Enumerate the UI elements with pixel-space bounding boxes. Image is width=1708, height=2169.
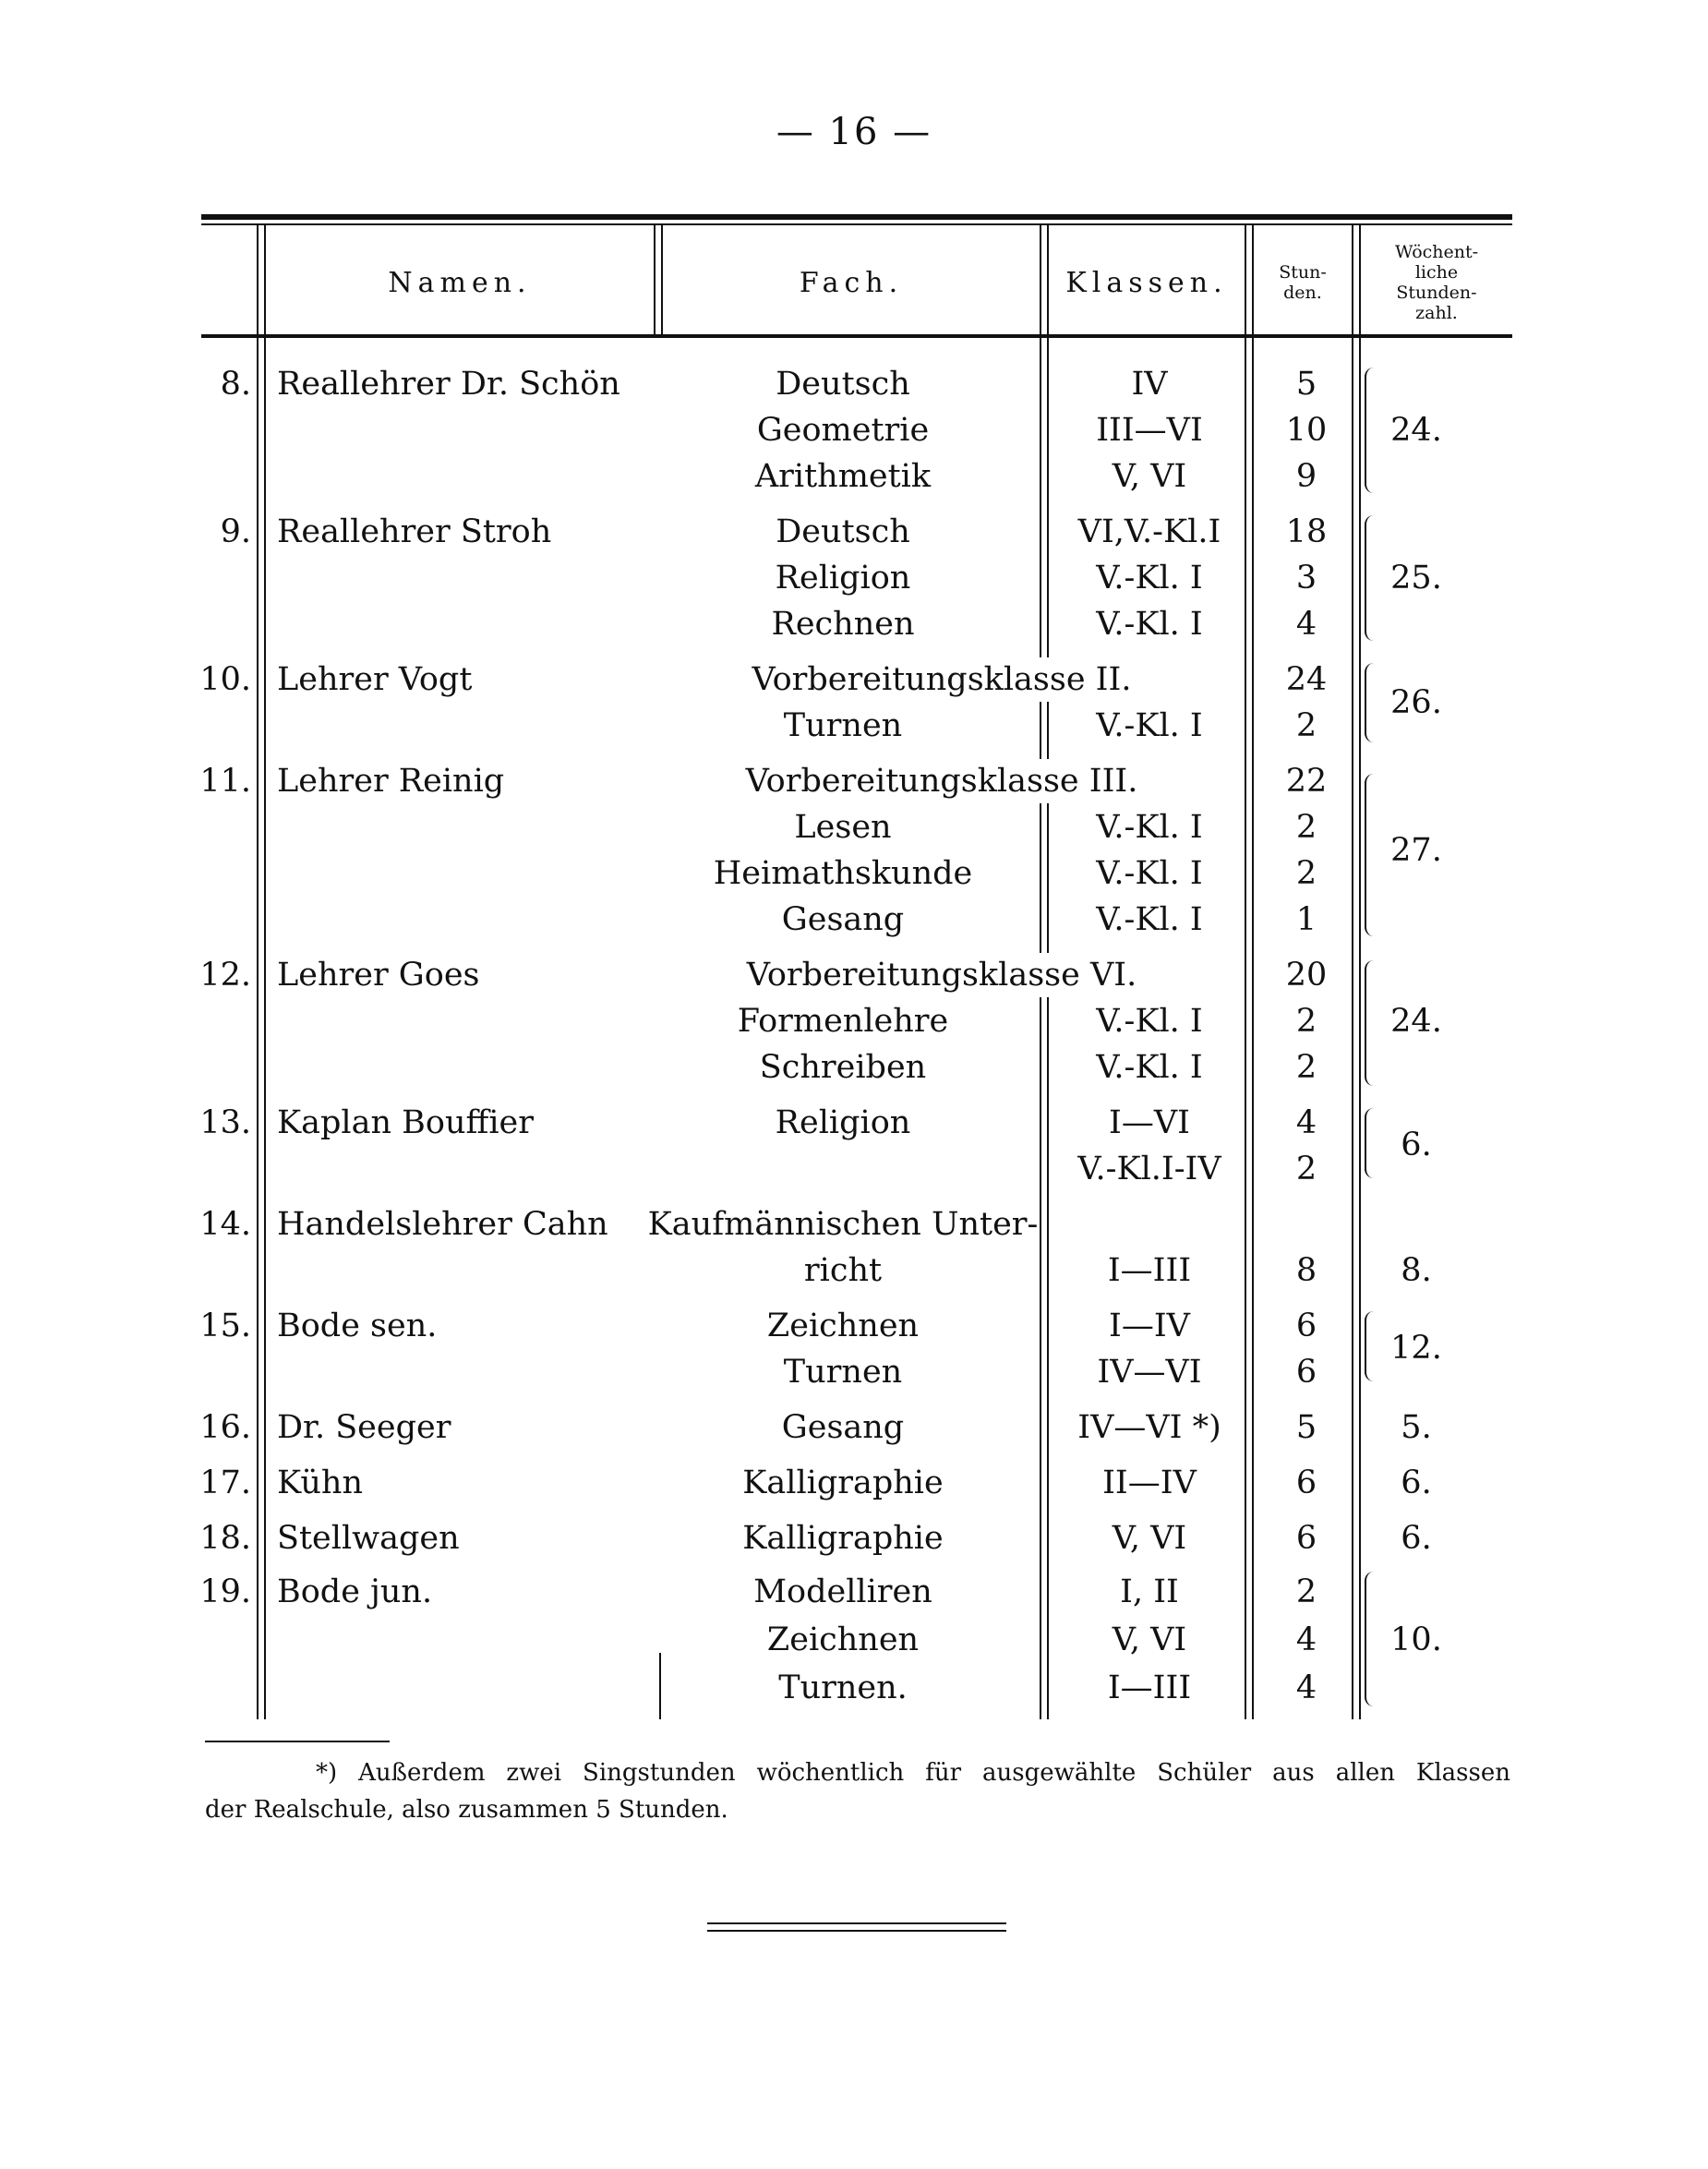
column-divider <box>264 225 266 1719</box>
class: V, VI <box>1112 1621 1187 1658</box>
weekly-total: 26. <box>1390 684 1442 721</box>
weekly-total: 25. <box>1390 560 1442 596</box>
hours: 1 <box>1295 901 1317 938</box>
column-divider <box>257 225 259 1719</box>
row-number: 9. <box>220 513 251 550</box>
subject: Vorbereitungsklasse VI. <box>646 953 1237 997</box>
teacher-name: Kühn <box>277 1464 364 1501</box>
page-number: — 16 — <box>776 111 932 153</box>
header-fach: Fach. <box>799 266 904 299</box>
subject: Religion <box>775 560 911 596</box>
row-number: 17. <box>199 1464 251 1501</box>
teacher-name: Bode jun. <box>277 1573 433 1610</box>
class: IV—VI <box>1097 1354 1202 1391</box>
hours: 10 <box>1285 412 1328 449</box>
row-number: 19. <box>199 1573 251 1610</box>
teacher-name: Kaplan Bouffier <box>277 1104 534 1141</box>
teacher-name: Bode sen. <box>277 1307 438 1344</box>
class: V.-Kl.I-IV <box>1077 1151 1221 1187</box>
header-total-line: zahl. <box>1415 303 1458 323</box>
row-number: 18. <box>199 1520 251 1557</box>
teacher-name: Reallehrer Dr. Schön <box>277 366 620 403</box>
weekly-total: 24. <box>1390 412 1442 449</box>
subject: Turnen. <box>778 1669 908 1706</box>
hours: 6 <box>1295 1354 1317 1391</box>
header-klassen: Klassen. <box>1065 266 1228 299</box>
row-number: 16. <box>199 1409 251 1446</box>
subject: Kaufmännischen Unter- <box>647 1206 1039 1243</box>
class: V.-Kl. I <box>1096 809 1203 846</box>
hours: 3 <box>1295 560 1317 596</box>
header-stunden <box>1254 233 1352 332</box>
hours: 18 <box>1285 513 1328 550</box>
row-number: 14. <box>199 1206 251 1243</box>
footnote-line: der Realschule, also zusammen 5 Stunden. <box>205 1796 728 1824</box>
hours: 2 <box>1295 707 1317 744</box>
class: I—VI <box>1109 1104 1190 1141</box>
header-total <box>1361 233 1512 332</box>
header-bottom-rule <box>201 334 1512 338</box>
subject: Religion <box>775 1104 911 1141</box>
hours: 2 <box>1295 1151 1317 1187</box>
header-total-line: Wöchent- <box>1394 242 1479 262</box>
subject <box>646 1147 1040 1191</box>
teacher-name: Lehrer Goes <box>277 957 480 994</box>
subject: Vorbereitungsklasse II. <box>646 657 1237 702</box>
hours: 2 <box>1295 1573 1317 1610</box>
hours: 20 <box>1285 957 1328 994</box>
subject: Rechnen <box>771 606 915 643</box>
end-rule <box>707 1930 1006 1932</box>
subject: Heimathskunde <box>713 855 973 892</box>
weekly-total: 24. <box>1390 1003 1442 1040</box>
subject: Formenlehre <box>737 1003 949 1040</box>
subject: Kalligraphie <box>742 1520 944 1557</box>
table-top-rule-thin <box>201 223 1512 225</box>
footnote-line: *) Außerdem zwei Singstunden wöchentlich für ausgewählte Schüler aus allen Klassen <box>316 1759 1510 1787</box>
column-divider <box>654 225 656 334</box>
subject: Zeichnen <box>766 1307 920 1344</box>
class: VI,V.-Kl.I <box>1077 513 1221 550</box>
teacher-name: Reallehrer Stroh <box>277 513 552 550</box>
class: IV <box>1131 366 1168 403</box>
subject: Turnen <box>783 1354 903 1391</box>
row-number: 12. <box>199 957 251 994</box>
subject: Arithmetik <box>754 458 932 495</box>
class: V.-Kl. I <box>1096 1049 1203 1086</box>
row-number: 10. <box>199 661 251 698</box>
hours: 5 <box>1295 1409 1317 1446</box>
teacher-name: Handelslehrer Cahn <box>277 1206 608 1243</box>
hours: 4 <box>1295 1669 1317 1706</box>
weekly-total: 6. <box>1401 1127 1432 1163</box>
class: I, II <box>1120 1573 1179 1610</box>
teacher-name: Dr. Seeger <box>277 1409 451 1446</box>
hours: 2 <box>1295 1049 1317 1086</box>
hours: 4 <box>1295 1621 1317 1658</box>
class: III—VI <box>1096 412 1203 449</box>
subject: Deutsch <box>776 366 910 403</box>
subject: Turnen <box>783 707 903 744</box>
class: V.-Kl. I <box>1096 707 1203 744</box>
hours: 6 <box>1295 1307 1317 1344</box>
hours: 6 <box>1295 1464 1317 1501</box>
subject: Gesang <box>781 1409 905 1446</box>
hours: 4 <box>1295 1104 1317 1141</box>
class: I—IV <box>1109 1307 1190 1344</box>
weekly-total: 6. <box>1401 1464 1432 1501</box>
row-number: 13. <box>199 1104 251 1141</box>
class: V.-Kl. I <box>1096 560 1203 596</box>
weekly-total: 27. <box>1390 832 1442 869</box>
footnote-rule <box>205 1741 390 1742</box>
weekly-total: 10. <box>1390 1621 1442 1658</box>
hours: 4 <box>1295 606 1317 643</box>
subject: richt <box>803 1252 883 1289</box>
subject: Modelliren <box>753 1573 932 1610</box>
subject: Vorbereitungsklasse III. <box>646 759 1237 803</box>
class: V.-Kl. I <box>1096 1003 1203 1040</box>
subject: Geometrie <box>756 412 930 449</box>
hours: 6 <box>1295 1520 1317 1557</box>
weekly-total: 12. <box>1390 1330 1442 1367</box>
class: V.-Kl. I <box>1096 901 1203 938</box>
class: I—III <box>1107 1669 1192 1706</box>
class: IV—VI *) <box>1077 1409 1221 1446</box>
teacher-name: Lehrer Vogt <box>277 661 473 698</box>
hours: 2 <box>1295 809 1317 846</box>
table-top-rule <box>201 214 1512 220</box>
teacher-name: Stellwagen <box>277 1520 460 1557</box>
hours: 8 <box>1295 1252 1317 1289</box>
class: V.-Kl. I <box>1096 855 1203 892</box>
class: V.-Kl. I <box>1096 606 1203 643</box>
teacher-name: Lehrer Reinig <box>277 763 505 800</box>
hours: 2 <box>1295 855 1317 892</box>
hours: 9 <box>1295 458 1317 495</box>
subject: Schreiben <box>759 1049 927 1086</box>
class: II—IV <box>1102 1464 1197 1501</box>
header-total-line: liche <box>1414 262 1459 283</box>
class: V, VI <box>1112 1520 1187 1557</box>
end-rule <box>707 1922 1006 1924</box>
hours: 24 <box>1285 661 1328 698</box>
row-number: 8. <box>220 366 251 403</box>
header-stunden-line: Stun- <box>1279 262 1327 283</box>
header-stunden-line: den. <box>1283 283 1322 303</box>
hours: 5 <box>1295 366 1317 403</box>
subject: Gesang <box>781 901 905 938</box>
hours: 2 <box>1295 1003 1317 1040</box>
header-name: Namen. <box>388 266 532 299</box>
subject: Deutsch <box>776 513 910 550</box>
weekly-total: 5. <box>1401 1409 1432 1446</box>
class: V, VI <box>1112 458 1187 495</box>
row-number: 15. <box>199 1307 251 1344</box>
row-number: 11. <box>199 763 251 800</box>
subject: Zeichnen <box>766 1621 920 1658</box>
class: I—III <box>1107 1252 1192 1289</box>
header-total-line: Stunden- <box>1396 283 1477 303</box>
weekly-total: 6. <box>1401 1520 1432 1557</box>
weekly-total: 8. <box>1401 1252 1432 1289</box>
subject: Kalligraphie <box>742 1464 944 1501</box>
hours: 22 <box>1285 763 1328 800</box>
subject: Lesen <box>794 809 892 846</box>
